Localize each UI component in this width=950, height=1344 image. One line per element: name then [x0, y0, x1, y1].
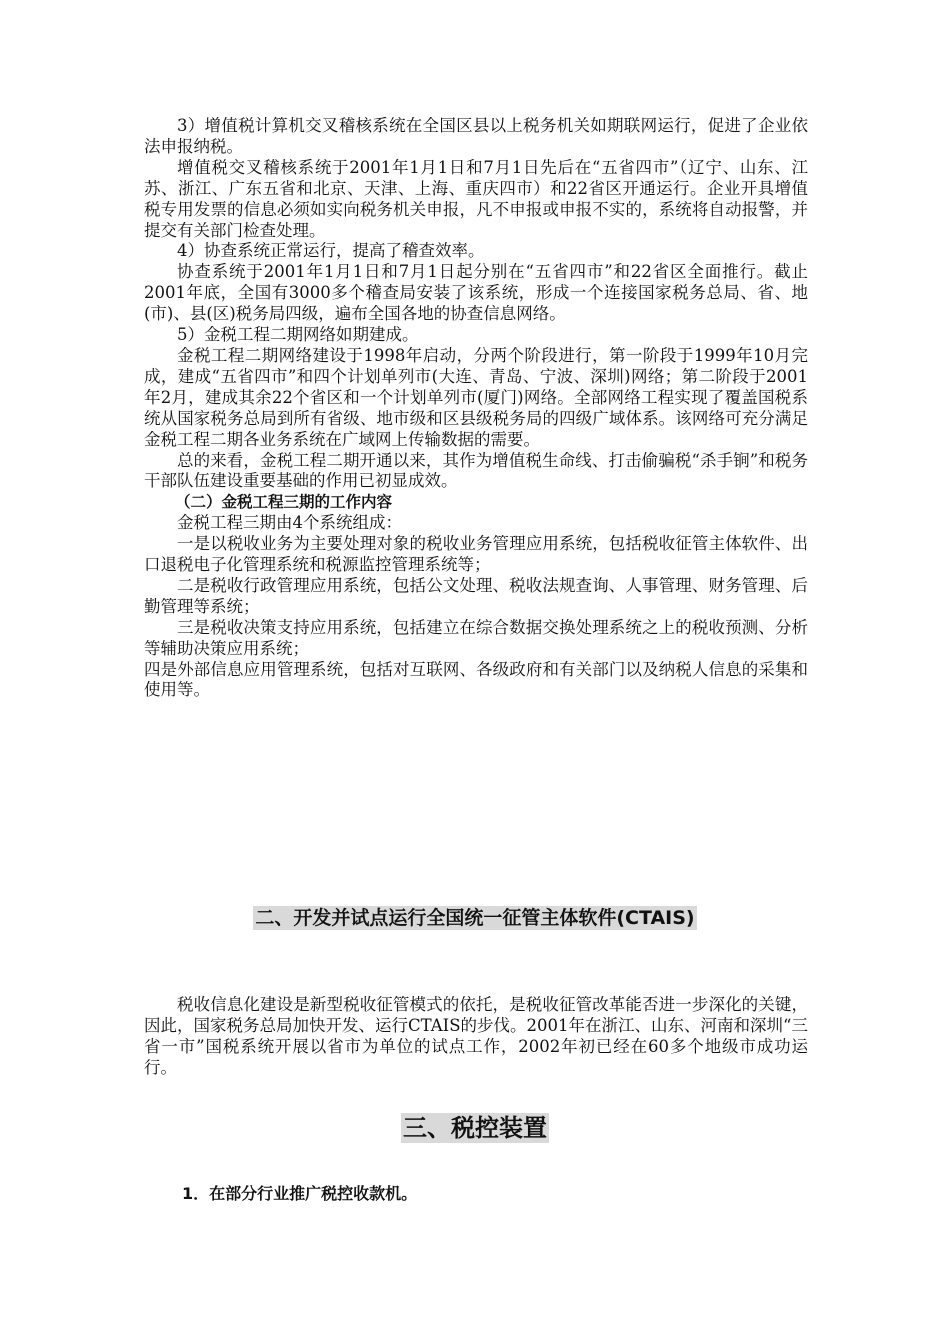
paragraph-phase3-intro: 金税工程三期由4个系统组成：: [177, 513, 402, 533]
paragraph-item-4-heading: 4）协查系统正常运行，提高了稽查效率。: [177, 241, 485, 261]
paragraph-summary: 总的来看，金税工程二期开通以来，其作为增值税生命线、打击偷骗税“杀手锏”和税务干部队伍建设重要基础的作用已初显成效。: [144, 450, 808, 491]
paragraph-system-one: 一是以税收业务为主要处理对象的税收业务管理应用系统，包括税收征管主体软件、出口退税电子化管理系统和税源监控管理系统等；: [144, 534, 808, 575]
section-2-heading: 二、开发并试点运行全国统一征管主体软件(CTAIS): [255, 907, 695, 929]
paragraph-network-build: 金税工程二期网络建设于1998年启动，分两个阶段进行，第一阶段于1999年10月完成，建成“五省四市”和四个计划单列市(大连、青岛、宁波、深圳)网络；第二阶段于2001年2月，建成其余22个省区和一个计划单列市(厦门)网络。全部网络工程实现了覆盖国税系统从国家税务总局到所有省级、地市级和区县级税务局的四级广域体系。该网络可充分满足金税工程二期各业务系统在广域网上传输数据的需要。: [144, 345, 808, 449]
paragraph-investigation-system: 协查系统于2001年1月1日和7月1日起分别在“五省四市”和22省区全面推行。截止2001年底，全国有3000多个稽查局安装了该系统，形成一个连接国家税务总局、省、地(市)、县(区)税务局四级，遍布全国各地的协查信息网络。: [144, 262, 808, 324]
section-2-paragraph: 税收信息化建设是新型税收征管模式的依托，是税收征管改革能否进一步深化的关键，因此，国家税务总局加快开发、运行CTAIS的步伐。2001年在浙江、山东、河南和深圳“三省一市”国税系统开展以省市为单位的试点工作，2002年初已经在60多个地级市成功运行。: [144, 995, 808, 1077]
paragraph-item-5-heading: 5）金税工程二期网络如期建成。: [177, 325, 419, 345]
section-3-heading: 三、税控装置: [403, 1114, 547, 1142]
paragraph-vat-cross-audit: 增值税交叉稽核系统于2001年1月1日和7月1日先后在“五省四市”（辽宁、山东、江苏、浙江、广东五省和北京、天津、上海、重庆四市）和22省区开通运行。企业开具增值税专用发票的信息必须如实向税务机关申报，凡不申报或申报不实的，系统将自动报警，并提交有关部门检查处理。: [144, 157, 808, 240]
paragraph-system-two: 二是税收行政管理应用系统，包括公文处理、税收法规查询、人事管理、财务管理、后勤管理等系统；: [144, 575, 808, 616]
section-3-item-1: 1．在部分行业推广税控收款机。: [182, 1184, 418, 1203]
section-3-heading-row: [0, 1113, 950, 1143]
upper-body-text: [144, 116, 808, 701]
section-2-heading-row: [0, 906, 950, 930]
paragraph-system-three: 三是税收决策支持应用系统，包括建立在综合数据交换处理系统之上的税收预测、分析等辅助决策应用系统；: [144, 617, 808, 658]
paragraph-system-four: 四是外部信息应用管理系统，包括对互联网、各级政府和有关部门以及纳税人信息的采集和使用等。: [144, 659, 808, 700]
subsection-heading-phase3: （二）金税工程三期的工作内容: [175, 493, 393, 512]
paragraph-item-3-heading: 3）增值税计算机交叉稽核系统在全国区县以上税务机关如期联网运行，促进了企业依法申报纳税。: [144, 116, 808, 156]
